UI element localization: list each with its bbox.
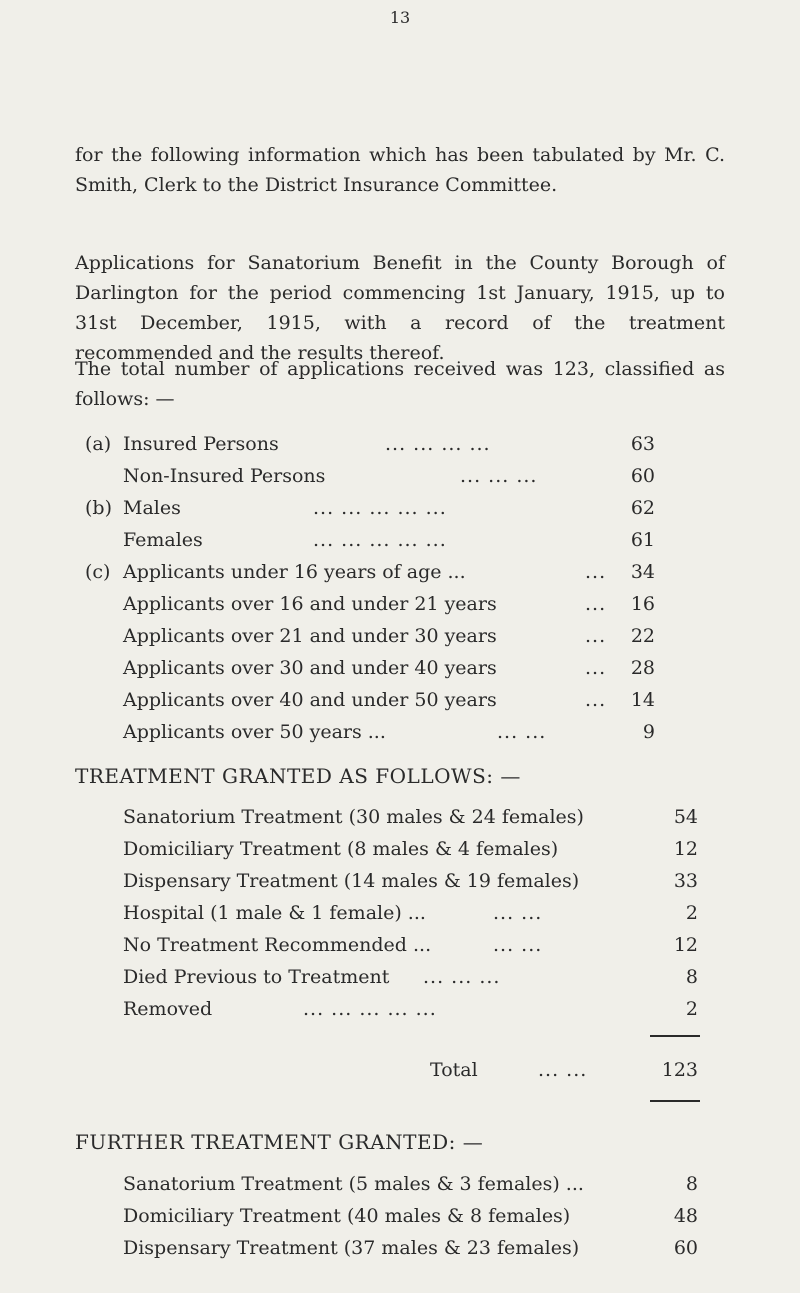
item-marker: (a) (85, 433, 112, 455)
item-dots: ... (585, 689, 607, 711)
item-dots: ... (585, 625, 607, 647)
item-value: 22 (630, 625, 655, 647)
item-value: 63 (630, 433, 655, 455)
item-label: Hospital (1 male & 1 female) ... (123, 902, 426, 924)
item-dots: ... ... ... ... ... (313, 529, 447, 551)
item-dots: ... ... ... ... (385, 433, 491, 455)
item-label: Applicants over 21 and under 30 years (123, 625, 497, 647)
total-dots: ... ... (538, 1059, 588, 1081)
item-dots: ... ... (497, 721, 547, 743)
list-item (85, 462, 655, 490)
item-marker: (c) (85, 561, 111, 583)
item-dots: ... ... ... ... ... (313, 497, 447, 519)
intro-paragraph: for the following information which has been tabulated by Mr. C. Smith, Clerk to the District Insurance Committee. (75, 144, 725, 196)
list-item (85, 654, 655, 682)
total-top-rule (650, 1035, 700, 1037)
item-value: 60 (630, 465, 655, 487)
item-label: Dispensary Treatment (14 males & 19 females) (123, 870, 580, 892)
list-item (123, 1234, 698, 1262)
item-label: No Treatment Recommended ... (123, 934, 432, 956)
total-row (430, 1056, 698, 1084)
item-dots: ... (585, 561, 607, 583)
total-bottom-rule (650, 1100, 700, 1102)
item-dots: ... (585, 657, 607, 679)
item-value: 16 (630, 593, 655, 615)
list-item (85, 622, 655, 650)
item-value: 62 (630, 497, 655, 519)
list-item (85, 686, 655, 714)
item-dots: ... ... (493, 934, 543, 956)
item-label: Sanatorium Treatment (30 males & 24 females) (123, 806, 584, 828)
item-value: 54 (673, 806, 698, 828)
list-item (123, 803, 698, 831)
item-value: 48 (673, 1205, 698, 1227)
item-dots: ... (585, 593, 607, 615)
list-item (85, 526, 655, 554)
item-label: Applicants over 30 and under 40 years (123, 657, 497, 679)
list-item (85, 590, 655, 618)
list-item (123, 1170, 698, 1198)
item-marker: (b) (85, 497, 112, 519)
item-label: Insured Persons (123, 433, 279, 455)
item-label: Applicants over 40 and under 50 years (123, 689, 497, 711)
item-value: 61 (630, 529, 655, 551)
item-label: Applicants over 50 years ... (123, 721, 386, 743)
item-dots: ... ... ... (423, 966, 501, 988)
item-value: 9 (642, 721, 655, 743)
list-item (123, 867, 698, 895)
item-label: Applicants under 16 years of age ... (123, 561, 466, 583)
item-label: Dispensary Treatment (37 males & 23 females) (123, 1237, 580, 1259)
description-paragraph: Applications for Sanatorium Benefit in the County Borough of Darlington for the period commencing 1st January, 1915, up to 31st December, 1915, with a record of the treatment recommended and the results thereof. (75, 252, 725, 364)
list-item (123, 899, 698, 927)
list-item (123, 963, 698, 991)
list-item (123, 835, 698, 863)
item-label: Non-Insured Persons (123, 465, 326, 487)
treatment-heading: TREATMENT GRANTED AS FOLLOWS: — (75, 764, 521, 788)
item-label: Removed (123, 998, 213, 1020)
item-label: Died Previous to Treatment (123, 966, 390, 988)
item-value: 34 (630, 561, 655, 583)
item-value: 33 (673, 870, 698, 892)
item-dots: ... ... ... ... ... (303, 998, 437, 1020)
item-label: Sanatorium Treatment (5 males & 3 females) ... (123, 1173, 584, 1195)
item-value: 8 (685, 1173, 698, 1195)
item-label: Domiciliary Treatment (8 males & 4 females) (123, 838, 559, 860)
item-value: 2 (685, 902, 698, 924)
list-item (85, 558, 655, 586)
item-label: Females (123, 529, 203, 551)
item-value: 12 (673, 838, 698, 860)
page-number: 13 (389, 8, 411, 27)
list-item (123, 995, 698, 1023)
item-value: 28 (630, 657, 655, 679)
item-label: Males (123, 497, 181, 519)
list-item (85, 430, 655, 458)
item-dots: ... ... ... (460, 465, 538, 487)
item-value: 8 (685, 966, 698, 988)
further-treatment-heading: FURTHER TREATMENT GRANTED: — (75, 1130, 484, 1154)
item-value: 60 (673, 1237, 698, 1259)
item-label: Applicants over 16 and under 21 years (123, 593, 497, 615)
list-item (85, 718, 655, 746)
list-item (123, 1202, 698, 1230)
total-label: Total (430, 1059, 478, 1081)
list-item (85, 494, 655, 522)
item-dots: ... ... (493, 902, 543, 924)
total-statement: The total number of applications received was 123, classified as follows: — (75, 358, 725, 410)
item-value: 12 (673, 934, 698, 956)
list-item (123, 931, 698, 959)
item-label: Domiciliary Treatment (40 males & 8 females) (123, 1205, 571, 1227)
item-value: 2 (685, 998, 698, 1020)
total-value: 123 (661, 1059, 698, 1081)
item-value: 14 (630, 689, 655, 711)
